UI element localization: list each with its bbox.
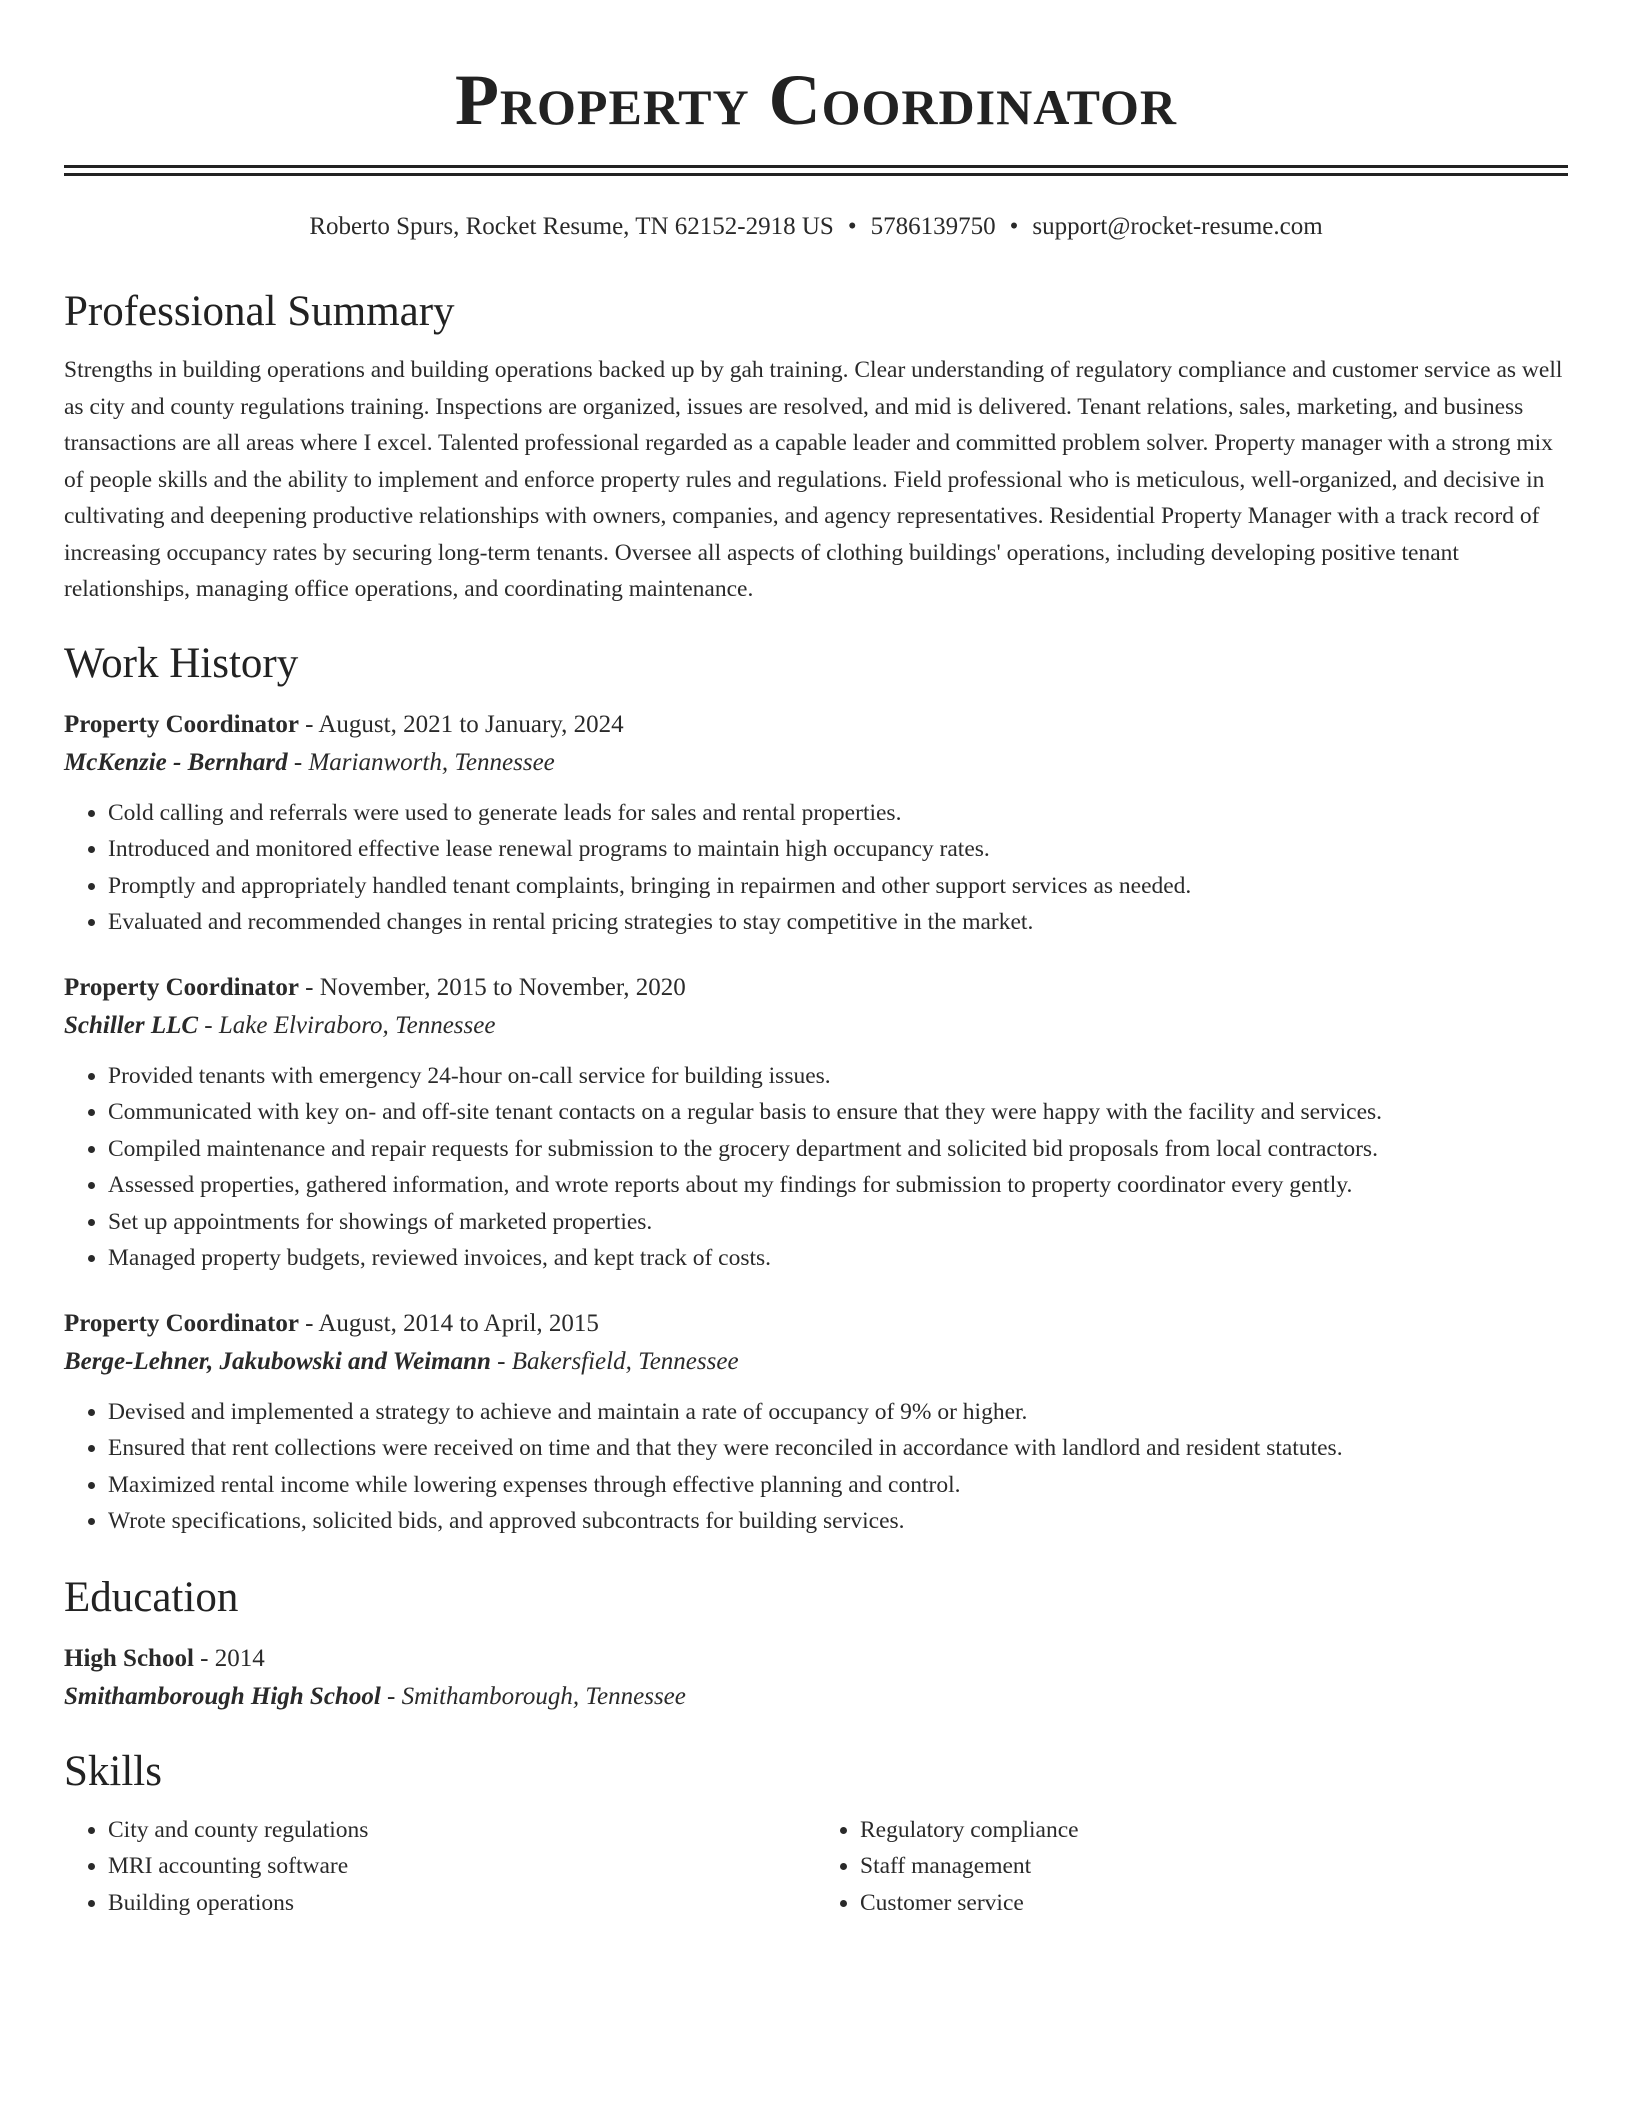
contact-line [64, 210, 1568, 244]
job-company: McKenzie - Bernhard [64, 748, 288, 776]
title-divider [64, 165, 1568, 176]
job-company-line [64, 1343, 1568, 1381]
job-bullets [64, 1394, 1568, 1540]
skill-item: • Customer service [860, 1885, 1568, 1922]
job-title-line [64, 1305, 1568, 1343]
resume-title: Property Coordinator [454, 60, 1178, 140]
job-dates: - August, 2021 to January, 2024 [298, 710, 624, 738]
skill-item: • MRI accounting software [108, 1848, 816, 1885]
job-company: Berge-Lehner, Jakubowski and Weimann [64, 1347, 491, 1375]
job-title: Property Coordinator [64, 973, 299, 1001]
contact-email: support@rocket-resume.com [1032, 213, 1323, 240]
job-bullets [64, 795, 1568, 941]
job-title-line [64, 969, 1568, 1007]
education-entry [64, 1640, 1568, 1716]
job-location: - Marianworth, Tennessee [287, 748, 555, 776]
skill-item: • City and county regulations [108, 1812, 816, 1849]
job-location: - Bakersfield, Tennessee [490, 1347, 739, 1375]
job-bullet: • Introduced and monitored effective lease renewal programs to maintain high occupancy rates. [108, 831, 1568, 868]
skill-item: • Staff management [860, 1848, 1568, 1885]
job-bullet: • Devised and implemented a strategy to achieve and maintain a rate of occupancy of 9% or higher. [108, 1394, 1568, 1431]
work-history-heading: Work History [64, 639, 299, 687]
skills-heading: Skills [64, 1747, 162, 1795]
contact-separator: • [847, 213, 857, 240]
education-year: - 2014 [193, 1644, 265, 1672]
job-location: - Lake Elviraboro, Tennessee [198, 1011, 496, 1039]
job-bullet: • Cold calling and referrals were used to generate leads for sales and rental properties. [108, 795, 1568, 832]
job-bullets [64, 1058, 1568, 1277]
skill-item: • Regulatory compliance [860, 1812, 1568, 1849]
contact-address: Roberto Spurs, Rocket Resume, TN 62152-2918 US [309, 213, 834, 240]
job-company-line [64, 1007, 1568, 1045]
skill-item: • Building operations [108, 1885, 816, 1922]
summary-heading: Professional Summary [64, 288, 455, 335]
job-bullet: • Ensured that rent collections were received on time and that they were reconciled in accordance with landlord and resident statutes. [108, 1430, 1568, 1467]
job-bullet: • Evaluated and recommended changes in rental pricing strategies to stay competitive in the market. [108, 904, 1568, 941]
job-bullet: • Provided tenants with emergency 24-hour on-call service for building issues. [108, 1058, 1568, 1095]
job-bullet: • Managed property budgets, reviewed invoices, and kept track of costs. [108, 1240, 1568, 1277]
job-bullet: • Assessed properties, gathered information, and wrote reports about my findings for submission to property coordinator every gently. [108, 1167, 1568, 1204]
skills-column-right [816, 1812, 1568, 1922]
summary-text: Strengths in building operations and building operations backed up by gah training. Clear understanding of regulatory compliance and customer service as well as city and county regulations training. Inspections are organized, issues are resolved, and mid is delivered. Tenant relations, sales, marketing, and business transactions are all areas where I excel. Talented professional regarded as a capable leader and committed problem solver. Property manager with a strong mix of people skills and the ability to implement and enforce property rules and regulations. Field professional who is meticulous, well-organized, and decisive in cultivating and deepening productive relationships with owners, companies, and agency representatives. Residential Property Manager with a track record of increasing occupancy rates by securing long-term tenants. Oversee all aspects of clothing buildings' operations, including developing positive tenant relationships, managing office operations, and coordinating maintenance. [64, 357, 1563, 602]
job-bullet: • Wrote specifications, solicited bids, and approved subcontracts for building services. [108, 1503, 1568, 1540]
job-bullet: • Maximized rental income while lowering expenses through effective planning and control. [108, 1467, 1568, 1504]
contact-separator: • [1009, 213, 1019, 240]
job-bullet: • Promptly and appropriately handled tenant complaints, bringing in repairmen and other support services as needed. [108, 868, 1568, 905]
job-dates: - November, 2015 to November, 2020 [298, 973, 686, 1001]
job-title-line [64, 706, 1568, 744]
education-heading: Education [64, 1573, 239, 1621]
education-school: Smithamborough High School [64, 1682, 381, 1710]
skills-column-left [64, 1812, 816, 1922]
job-entry [64, 706, 1568, 941]
job-dates: - August, 2014 to April, 2015 [298, 1309, 599, 1337]
education-school-line [64, 1678, 1568, 1716]
contact-phone: 5786139750 [870, 213, 996, 240]
job-title: Property Coordinator [64, 1309, 299, 1337]
skills-list [64, 1812, 1568, 1922]
job-bullet: • Communicated with key on- and off-site tenant contacts on a regular basis to ensure that they were happy with the facility and services. [108, 1094, 1568, 1131]
job-bullet: • Set up appointments for showings of marketed properties. [108, 1204, 1568, 1241]
job-entry [64, 1305, 1568, 1540]
job-bullet: • Compiled maintenance and repair requests for submission to the grocery department and solicited bid proposals from local contractors. [108, 1131, 1568, 1168]
education-degree-line [64, 1640, 1568, 1678]
education-degree: High School [64, 1644, 194, 1672]
education-location: - Smithamborough, Tennessee [380, 1682, 686, 1710]
job-entry [64, 969, 1568, 1277]
job-company-line [64, 744, 1568, 782]
job-company: Schiller LLC [64, 1011, 199, 1039]
job-title: Property Coordinator [64, 710, 299, 738]
